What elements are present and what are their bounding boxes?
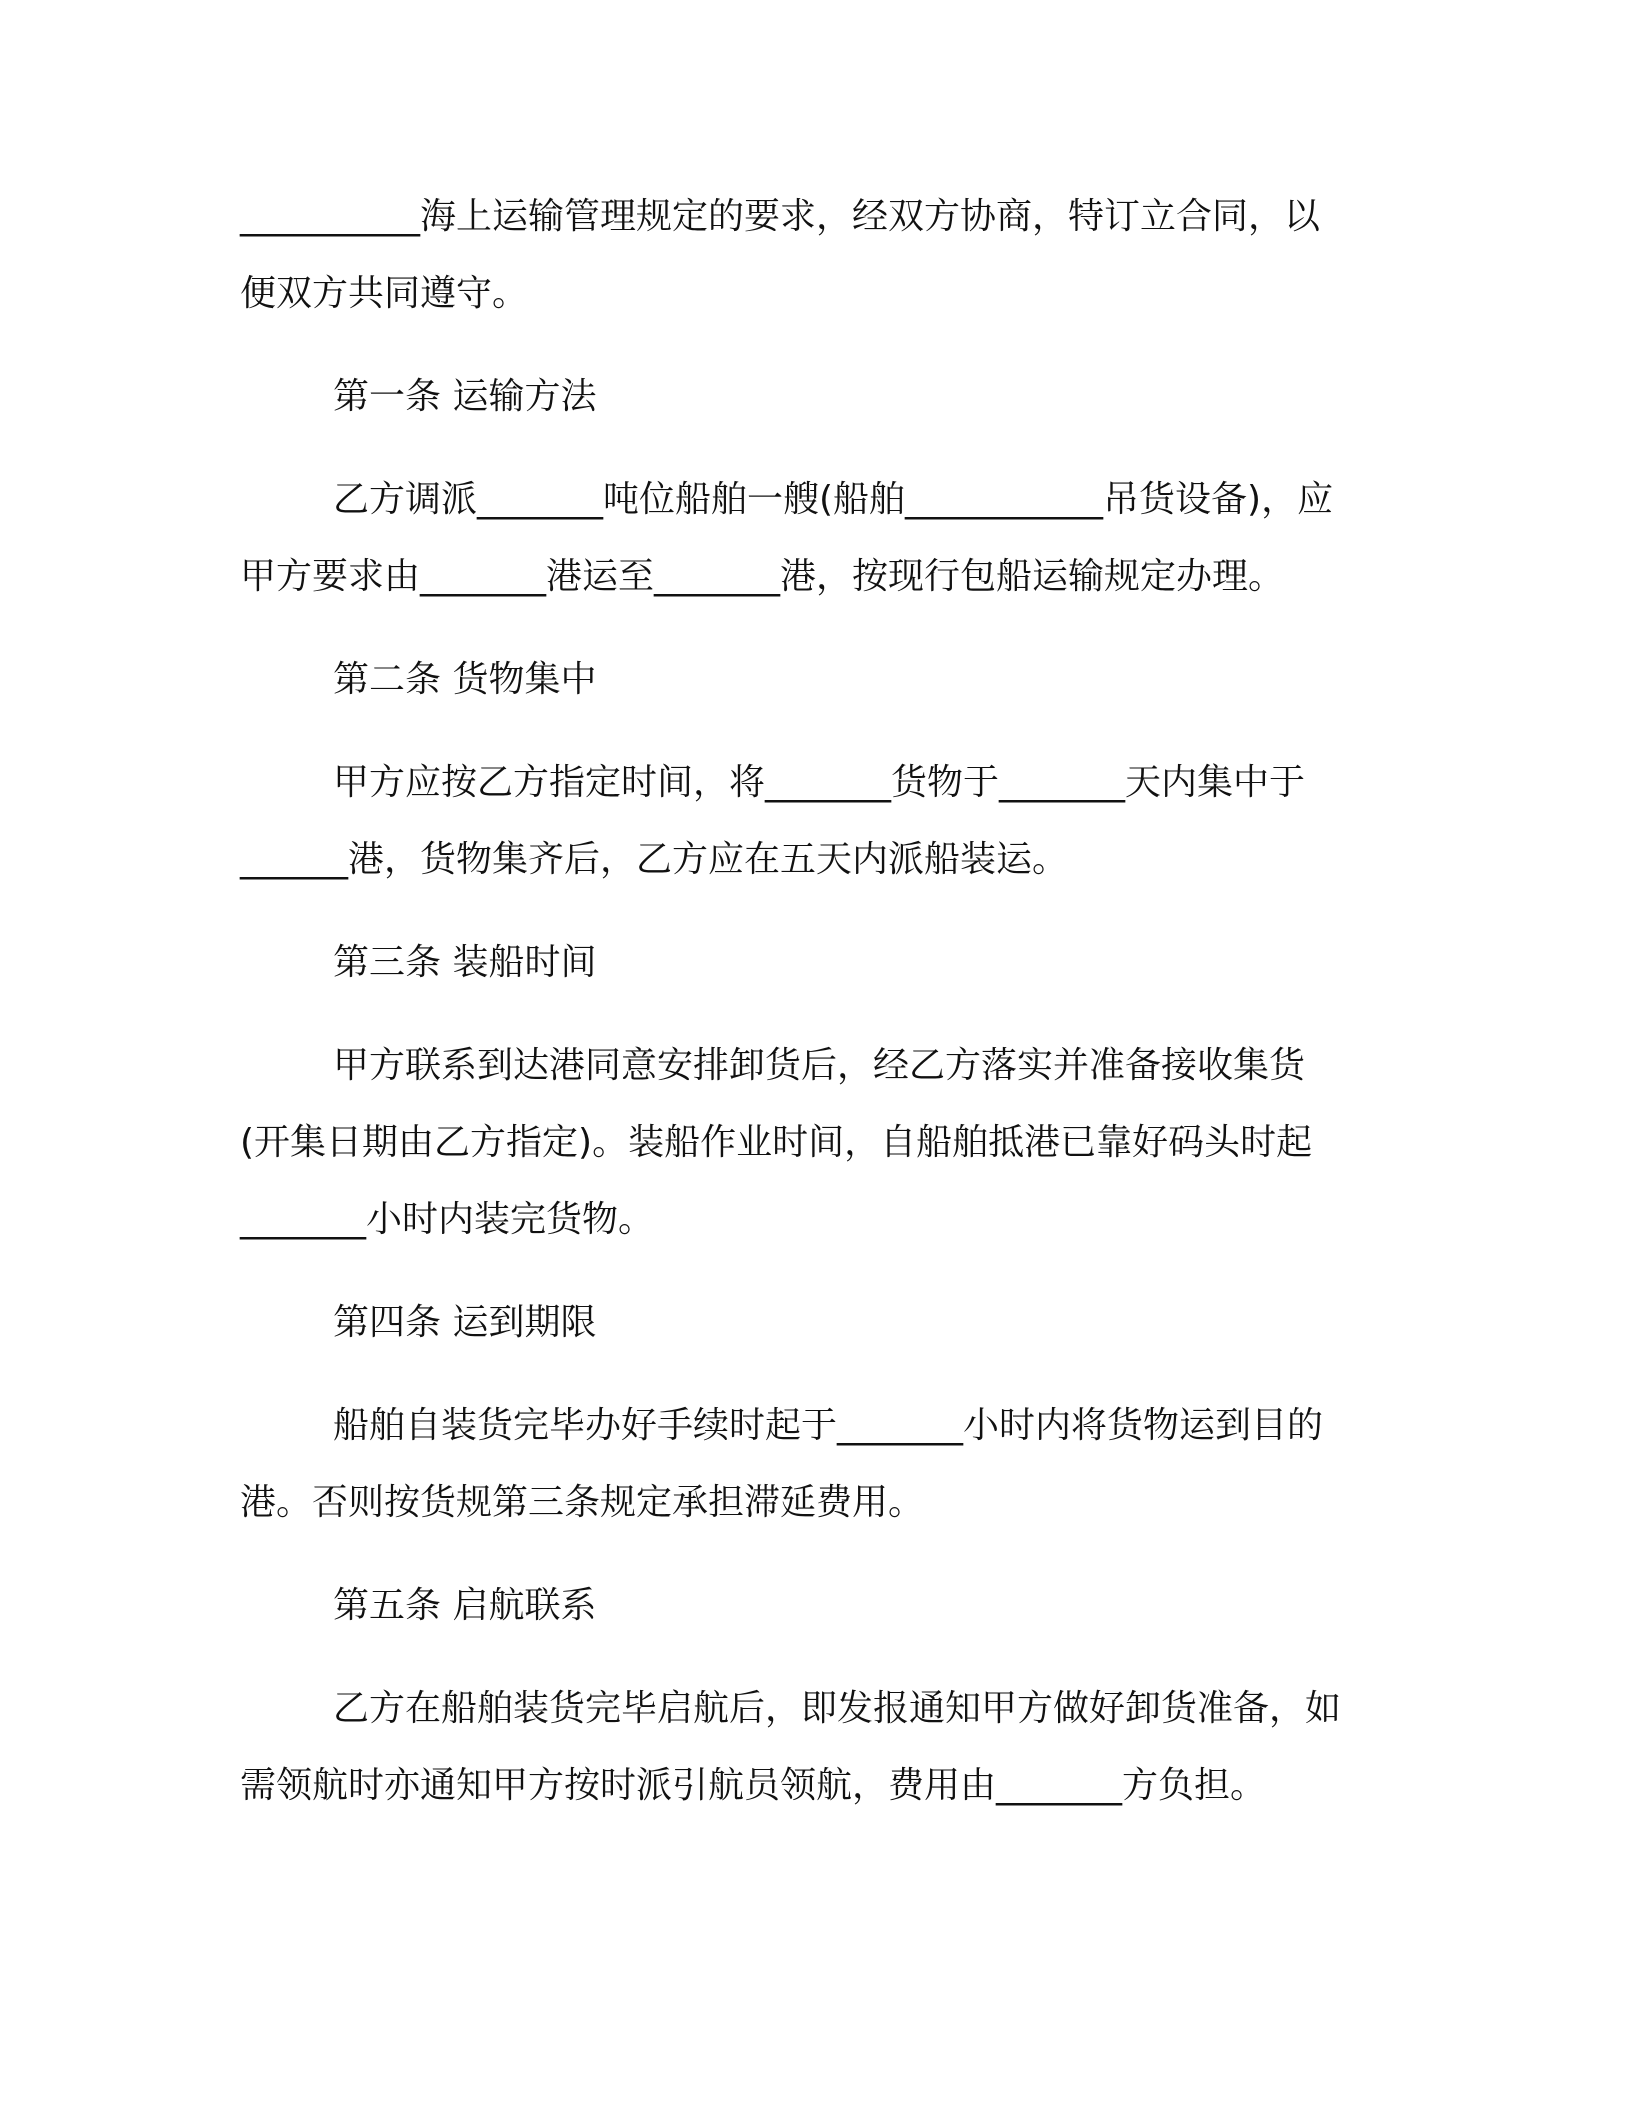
clause-paragraph-2 — [240, 744, 1420, 898]
clause-heading-text: 第二条 货物集中 — [333, 659, 597, 700]
paragraph-line: 乙方在船舶装货完毕启航后，即发报通知甲方做好卸货准备，如 — [333, 1688, 1342, 1729]
paragraph-line: 便双方共同遵守。 — [240, 273, 529, 314]
paragraph-line: ______港，货物集齐后，乙方应在五天内派船装运。 — [240, 839, 1069, 880]
clause-heading-text: 第一条 运输方法 — [333, 376, 597, 417]
paragraph-line: 甲方应按乙方指定时间，将_______货物于_______天内集中于 — [333, 762, 1306, 803]
clause-heading-2 — [240, 641, 1420, 718]
paragraph-line: _______小时内装完货物。 — [240, 1199, 655, 1240]
clause-paragraph-1 — [240, 461, 1420, 615]
contract-page — [240, 178, 1420, 1850]
clause-paragraph-3 — [240, 1027, 1420, 1258]
paragraph-line: 船舶自装货完毕办好手续时起于_______小时内将货物运到目的 — [333, 1405, 1324, 1446]
clause-paragraph-5 — [240, 1670, 1420, 1824]
clause-heading-text: 第五条 启航联系 — [333, 1585, 597, 1626]
paragraph-line: __________海上运输管理规定的要求，经双方协商，特订立合同，以 — [240, 196, 1321, 237]
paragraph-line: 乙方调派_______吨位船舶一艘(船舶___________吊货设备)，应 — [333, 479, 1334, 520]
paragraph-line: 甲方联系到达港同意安排卸货后，经乙方落实并准备接收集货 — [333, 1045, 1306, 1086]
clause-heading-text: 第三条 装船时间 — [333, 942, 597, 983]
paragraph-line: 需领航时亦通知甲方按时派引航员领航，费用由_______方负担。 — [240, 1765, 1267, 1806]
paragraph-line: (开集日期由乙方指定)。装船作业时间，自船舶抵港已靠好码头时起 — [240, 1122, 1313, 1163]
clause-heading-5 — [240, 1567, 1420, 1644]
paragraph-line: 港。否则按货规第三条规定承担滞延费用。 — [240, 1482, 925, 1523]
contract-paragraph-intro — [240, 178, 1420, 332]
clause-paragraph-4 — [240, 1387, 1420, 1541]
clause-heading-4 — [240, 1284, 1420, 1361]
paragraph-line: 甲方要求由_______港运至_______港，按现行包船运输规定办理。 — [240, 556, 1285, 597]
clause-heading-3 — [240, 924, 1420, 1001]
clause-heading-text: 第四条 运到期限 — [333, 1302, 597, 1343]
clause-heading-1 — [240, 358, 1420, 435]
